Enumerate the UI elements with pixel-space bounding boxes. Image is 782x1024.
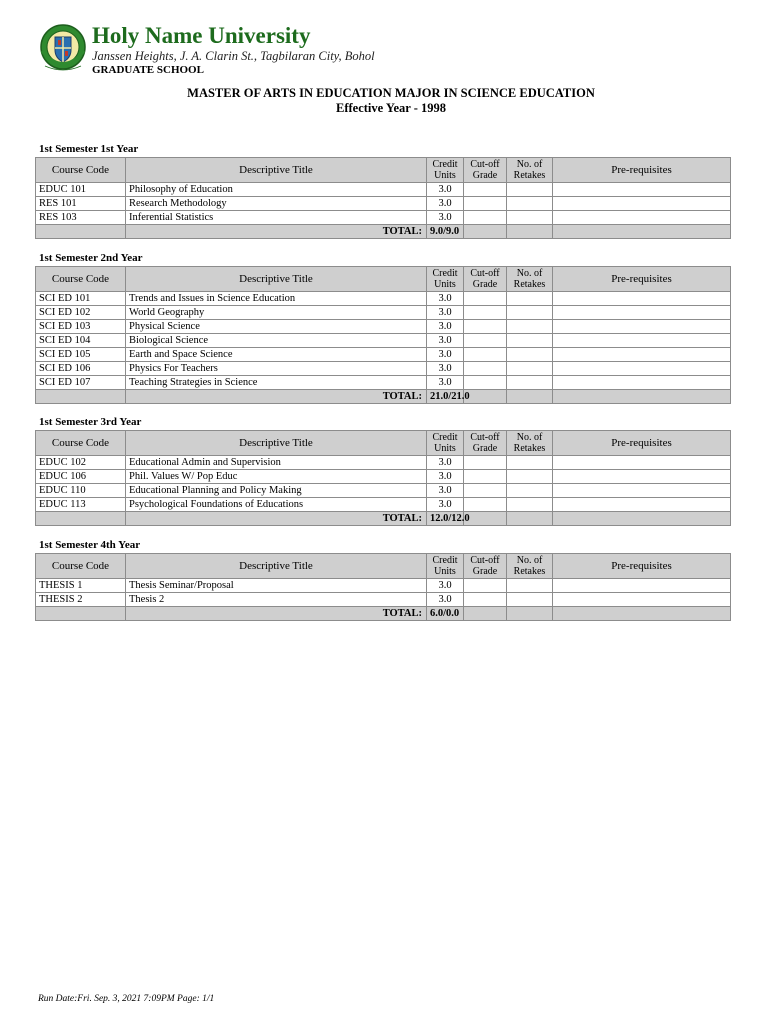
total-blank-cell bbox=[507, 512, 553, 526]
total-blank-cell bbox=[36, 225, 126, 239]
col-header-prerequisites: Pre-requisites bbox=[553, 554, 731, 579]
document-header bbox=[36, 22, 736, 82]
col-header-cutoff-grade: Cut-off Grade bbox=[464, 267, 507, 292]
col-header-retakes: No. of Retakes bbox=[507, 158, 553, 183]
retakes-cell bbox=[507, 306, 553, 320]
table-row bbox=[36, 470, 731, 484]
course-code: SCI ED 105 bbox=[36, 348, 126, 362]
credit-units: 3.0 bbox=[427, 593, 464, 607]
col-header-credit-units: Credit Units bbox=[427, 158, 464, 183]
table-row bbox=[36, 183, 731, 197]
table-row bbox=[36, 456, 731, 470]
table-row bbox=[36, 320, 731, 334]
retakes-cell bbox=[507, 211, 553, 225]
col-header-credit-units: Credit Units bbox=[427, 431, 464, 456]
course-code: THESIS 2 bbox=[36, 593, 126, 607]
total-blank-cell bbox=[507, 390, 553, 404]
retakes-cell bbox=[507, 292, 553, 306]
prerequisites-cell bbox=[553, 306, 731, 320]
total-label: TOTAL: bbox=[126, 512, 427, 526]
program-heading bbox=[0, 86, 782, 116]
credit-units: 3.0 bbox=[427, 470, 464, 484]
prerequisites-cell bbox=[553, 211, 731, 225]
course-title: Educational Admin and Supervision bbox=[126, 456, 427, 470]
total-value: 21.0/21.0 bbox=[427, 390, 464, 404]
cutoff-grade-cell bbox=[464, 211, 507, 225]
course-title: Biological Science bbox=[126, 334, 427, 348]
total-label: TOTAL: bbox=[126, 607, 427, 621]
semester-title: 1st Semester 1st Year bbox=[39, 143, 139, 155]
course-title: Earth and Space Science bbox=[126, 348, 427, 362]
col-header-cutoff-grade: Cut-off Grade bbox=[464, 554, 507, 579]
credit-units: 3.0 bbox=[427, 348, 464, 362]
total-row bbox=[36, 225, 731, 239]
cutoff-grade-cell bbox=[464, 484, 507, 498]
retakes-cell bbox=[507, 183, 553, 197]
total-blank-cell bbox=[553, 390, 731, 404]
total-row bbox=[36, 607, 731, 621]
prerequisites-cell bbox=[553, 484, 731, 498]
retakes-cell bbox=[507, 376, 553, 390]
total-blank-cell bbox=[464, 607, 507, 621]
course-code: EDUC 113 bbox=[36, 498, 126, 512]
cutoff-grade-cell bbox=[464, 334, 507, 348]
course-title: Phil. Values W/ Pop Educ bbox=[126, 470, 427, 484]
course-table bbox=[35, 266, 731, 404]
col-header-descriptive-title: Descriptive Title bbox=[126, 267, 427, 292]
table-header-row bbox=[36, 431, 731, 456]
col-header-course-code: Course Code bbox=[36, 267, 126, 292]
table-header-row bbox=[36, 554, 731, 579]
col-header-retakes: No. of Retakes bbox=[507, 267, 553, 292]
semester-title: 1st Semester 4th Year bbox=[39, 539, 141, 551]
prerequisites-cell bbox=[553, 183, 731, 197]
cutoff-grade-cell bbox=[464, 456, 507, 470]
table-row bbox=[36, 593, 731, 607]
total-value: 9.0/9.0 bbox=[427, 225, 464, 239]
cutoff-grade-cell bbox=[464, 376, 507, 390]
course-title: Educational Planning and Policy Making bbox=[126, 484, 427, 498]
course-title: Inferential Statistics bbox=[126, 211, 427, 225]
total-blank-cell bbox=[553, 512, 731, 526]
course-code: EDUC 110 bbox=[36, 484, 126, 498]
credit-units: 3.0 bbox=[427, 498, 464, 512]
total-blank-cell bbox=[36, 512, 126, 526]
prerequisites-cell bbox=[553, 470, 731, 484]
cutoff-grade-cell bbox=[464, 579, 507, 593]
course-title: World Geography bbox=[126, 306, 427, 320]
school-name: GRADUATE SCHOOL bbox=[92, 64, 204, 76]
total-blank-cell bbox=[553, 225, 731, 239]
run-date-footer: Run Date:Fri. Sep. 3, 2021 7:09PM Page: 1/1 bbox=[38, 994, 215, 1004]
total-value: 12.0/12.0 bbox=[427, 512, 464, 526]
course-code: THESIS 1 bbox=[36, 579, 126, 593]
retakes-cell bbox=[507, 320, 553, 334]
total-row bbox=[36, 390, 731, 404]
col-header-prerequisites: Pre-requisites bbox=[553, 267, 731, 292]
col-header-retakes: No. of Retakes bbox=[507, 554, 553, 579]
course-title: Physics For Teachers bbox=[126, 362, 427, 376]
total-blank-cell bbox=[507, 607, 553, 621]
retakes-cell bbox=[507, 484, 553, 498]
course-code: EDUC 101 bbox=[36, 183, 126, 197]
credit-units: 3.0 bbox=[427, 183, 464, 197]
col-header-prerequisites: Pre-requisites bbox=[553, 158, 731, 183]
table-row bbox=[36, 579, 731, 593]
course-code: SCI ED 103 bbox=[36, 320, 126, 334]
course-title: Psychological Foundations of Educations bbox=[126, 498, 427, 512]
credit-units: 3.0 bbox=[427, 456, 464, 470]
table-row bbox=[36, 211, 731, 225]
cutoff-grade-cell bbox=[464, 593, 507, 607]
col-header-descriptive-title: Descriptive Title bbox=[126, 554, 427, 579]
course-code: SCI ED 102 bbox=[36, 306, 126, 320]
total-blank-cell bbox=[464, 390, 507, 404]
university-name: Holy Name University bbox=[92, 23, 311, 48]
table-row bbox=[36, 306, 731, 320]
prerequisites-cell bbox=[553, 334, 731, 348]
col-header-descriptive-title: Descriptive Title bbox=[126, 158, 427, 183]
col-header-credit-units: Credit Units bbox=[427, 267, 464, 292]
total-label: TOTAL: bbox=[126, 390, 427, 404]
course-title: Physical Science bbox=[126, 320, 427, 334]
total-blank-cell bbox=[553, 607, 731, 621]
prerequisites-cell bbox=[553, 579, 731, 593]
course-title: Research Methodology bbox=[126, 197, 427, 211]
course-code: RES 103 bbox=[36, 211, 126, 225]
effective-year: Effective Year - 1998 bbox=[335, 101, 447, 115]
credit-units: 3.0 bbox=[427, 484, 464, 498]
table-header-row bbox=[36, 267, 731, 292]
total-blank-cell bbox=[36, 607, 126, 621]
col-header-retakes: No. of Retakes bbox=[507, 431, 553, 456]
prerequisites-cell bbox=[553, 197, 731, 211]
retakes-cell bbox=[507, 579, 553, 593]
retakes-cell bbox=[507, 197, 553, 211]
credit-units: 3.0 bbox=[427, 362, 464, 376]
credit-units: 3.0 bbox=[427, 334, 464, 348]
university-seal-icon bbox=[36, 22, 90, 78]
table-row bbox=[36, 197, 731, 211]
table-header-row bbox=[36, 158, 731, 183]
prerequisites-cell bbox=[553, 498, 731, 512]
cutoff-grade-cell bbox=[464, 306, 507, 320]
semester-title: 1st Semester 3rd Year bbox=[39, 416, 142, 428]
cutoff-grade-cell bbox=[464, 183, 507, 197]
cutoff-grade-cell bbox=[464, 470, 507, 484]
course-code: SCI ED 107 bbox=[36, 376, 126, 390]
total-blank-cell bbox=[464, 512, 507, 526]
table-row bbox=[36, 484, 731, 498]
course-code: SCI ED 106 bbox=[36, 362, 126, 376]
semester-section bbox=[35, 415, 730, 526]
col-header-prerequisites: Pre-requisites bbox=[553, 431, 731, 456]
course-code: SCI ED 101 bbox=[36, 292, 126, 306]
col-header-course-code: Course Code bbox=[36, 431, 126, 456]
retakes-cell bbox=[507, 348, 553, 362]
university-address: Janssen Heights, J. A. Clarin St., Tagbilaran City, Bohol bbox=[92, 49, 375, 63]
cutoff-grade-cell bbox=[464, 320, 507, 334]
prerequisites-cell bbox=[553, 593, 731, 607]
table-row bbox=[36, 498, 731, 512]
table-row bbox=[36, 376, 731, 390]
col-header-cutoff-grade: Cut-off Grade bbox=[464, 158, 507, 183]
course-code: EDUC 106 bbox=[36, 470, 126, 484]
course-title: Thesis Seminar/Proposal bbox=[126, 579, 427, 593]
retakes-cell bbox=[507, 456, 553, 470]
course-title: Philosophy of Education bbox=[126, 183, 427, 197]
credit-units: 3.0 bbox=[427, 579, 464, 593]
cutoff-grade-cell bbox=[464, 348, 507, 362]
total-row bbox=[36, 512, 731, 526]
semester-section bbox=[35, 142, 730, 239]
course-title: Thesis 2 bbox=[126, 593, 427, 607]
total-blank-cell bbox=[464, 225, 507, 239]
retakes-cell bbox=[507, 362, 553, 376]
prerequisites-cell bbox=[553, 292, 731, 306]
course-table bbox=[35, 553, 731, 621]
semester-section bbox=[35, 538, 730, 621]
col-header-course-code: Course Code bbox=[36, 554, 126, 579]
table-row bbox=[36, 362, 731, 376]
retakes-cell bbox=[507, 470, 553, 484]
col-header-descriptive-title: Descriptive Title bbox=[126, 431, 427, 456]
prerequisites-cell bbox=[553, 456, 731, 470]
prerequisites-cell bbox=[553, 348, 731, 362]
col-header-credit-units: Credit Units bbox=[427, 554, 464, 579]
semester-title: 1st Semester 2nd Year bbox=[39, 252, 143, 264]
retakes-cell bbox=[507, 593, 553, 607]
course-code: SCI ED 104 bbox=[36, 334, 126, 348]
course-table bbox=[35, 430, 731, 526]
table-row bbox=[36, 292, 731, 306]
total-blank-cell bbox=[507, 225, 553, 239]
credit-units: 3.0 bbox=[427, 320, 464, 334]
col-header-course-code: Course Code bbox=[36, 158, 126, 183]
table-row bbox=[36, 348, 731, 362]
course-title: Teaching Strategies in Science bbox=[126, 376, 427, 390]
cutoff-grade-cell bbox=[464, 197, 507, 211]
semester-section bbox=[35, 251, 730, 404]
credit-units: 3.0 bbox=[427, 197, 464, 211]
cutoff-grade-cell bbox=[464, 292, 507, 306]
credit-units: 3.0 bbox=[427, 306, 464, 320]
total-value: 6.0/0.0 bbox=[427, 607, 464, 621]
program-title: MASTER OF ARTS IN EDUCATION MAJOR IN SCIENCE EDUCATION bbox=[187, 86, 595, 100]
course-title: Trends and Issues in Science Education bbox=[126, 292, 427, 306]
total-label: TOTAL: bbox=[126, 225, 427, 239]
prerequisites-cell bbox=[553, 376, 731, 390]
credit-units: 3.0 bbox=[427, 376, 464, 390]
retakes-cell bbox=[507, 498, 553, 512]
total-blank-cell bbox=[36, 390, 126, 404]
cutoff-grade-cell bbox=[464, 362, 507, 376]
credit-units: 3.0 bbox=[427, 292, 464, 306]
col-header-cutoff-grade: Cut-off Grade bbox=[464, 431, 507, 456]
prerequisites-cell bbox=[553, 362, 731, 376]
course-code: RES 101 bbox=[36, 197, 126, 211]
prerequisites-cell bbox=[553, 320, 731, 334]
course-table bbox=[35, 157, 731, 239]
course-code: EDUC 102 bbox=[36, 456, 126, 470]
table-row bbox=[36, 334, 731, 348]
credit-units: 3.0 bbox=[427, 211, 464, 225]
retakes-cell bbox=[507, 334, 553, 348]
cutoff-grade-cell bbox=[464, 498, 507, 512]
